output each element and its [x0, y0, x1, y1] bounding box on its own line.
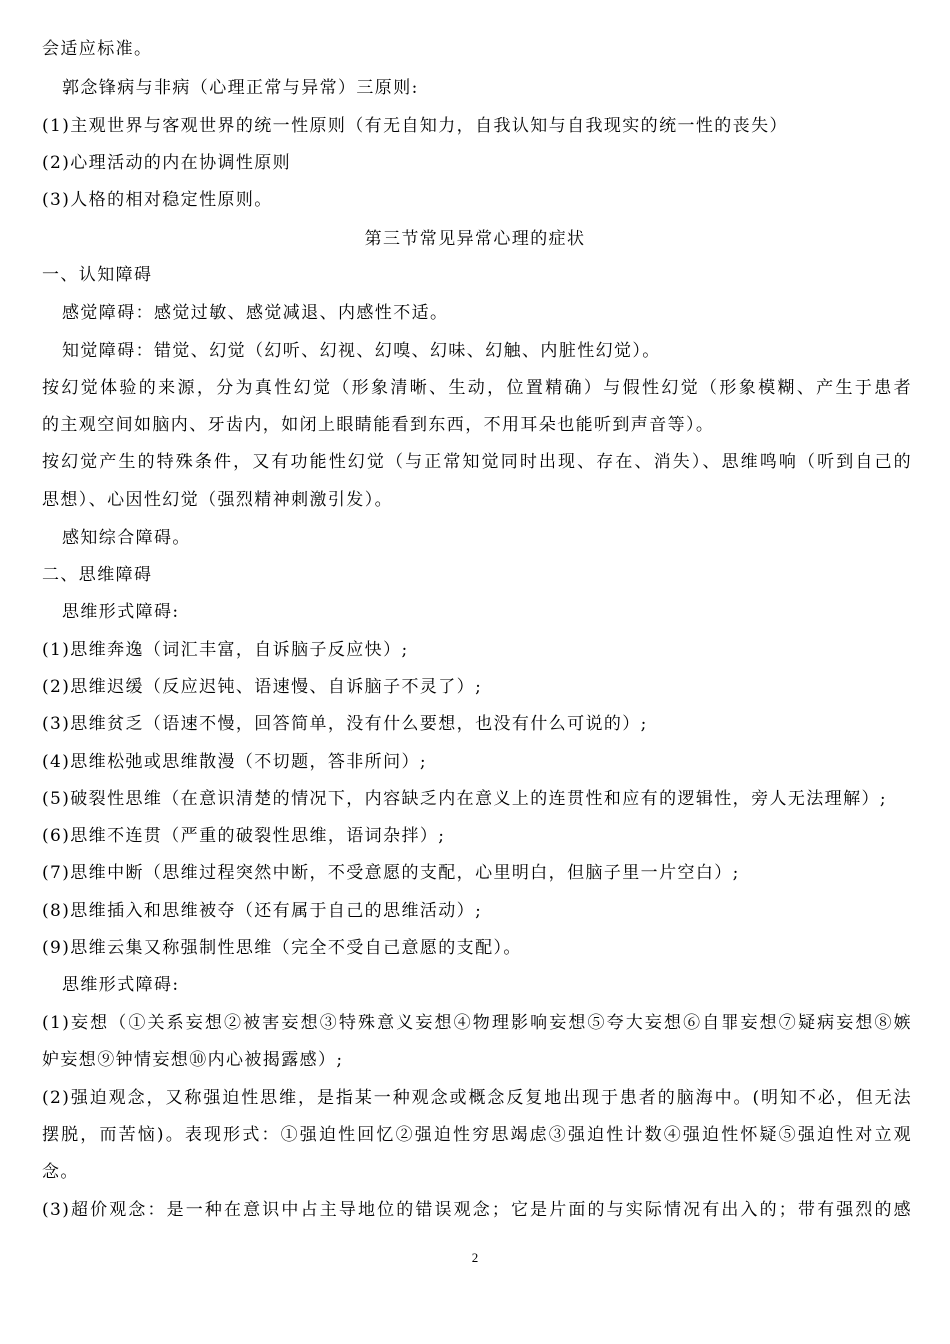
- text-line: 知觉障碍：错觉、幻觉（幻听、幻视、幻嗅、幻味、幻触、内脏性幻觉）。: [62, 341, 661, 361]
- text-line: 按幻觉体验的来源，分为真性幻觉（形象清晰、生动，位置精确）与假性幻觉（形象模糊、产生于患者: [42, 378, 912, 398]
- heading-thinking: 二、思维障碍: [42, 565, 153, 585]
- list-item: (1)思维奔逸（词汇丰富，自诉脑子反应快）;: [42, 640, 409, 660]
- text-line: 思想）、心因性幻觉（强烈精神刺激引发）。: [42, 490, 393, 510]
- text-line: 感知综合障碍。: [62, 528, 191, 548]
- heading-cognition: 一、认知障碍: [42, 265, 153, 285]
- text-line: 的主观空间如脑内、牙齿内，如闭上眼睛能看到东西，不用耳朵也能听到声音等）。: [42, 415, 715, 435]
- text-line: 感觉障碍：感觉过敏、感觉减退、内感性不适。: [62, 303, 449, 323]
- list-item: (1)主观世界与客观世界的统一性原则（有无自知力，自我认知与自我现实的统一性的丧失）: [42, 116, 788, 136]
- text-line: 会适应标准。: [42, 39, 153, 59]
- text-line: 思维形式障碍:: [62, 975, 180, 995]
- list-item: (2)强迫观念，又称强迫性思维，是指某一种观念或概念反复地出现于患者的脑海中。(明知不必，但无法: [42, 1088, 912, 1108]
- list-item: (2)心理活动的内在协调性原则: [42, 153, 292, 173]
- text-line: 摆脱，而苦恼)。表现形式：①强迫性回忆②强迫性穷思竭虑③强迫性计数④强迫性怀疑⑤强迫性对立观: [42, 1125, 912, 1145]
- list-item: (9)思维云集又称强制性思维（完全不受自己意愿的支配）。: [42, 938, 522, 958]
- list-item: (8)思维插入和思维被夺（还有属于自己的思维活动）;: [42, 901, 483, 921]
- list-item: (5)破裂性思维（在意识清楚的情况下，内容缺乏内在意义上的连贯性和应有的逻辑性，旁人无法理解）;: [42, 789, 888, 809]
- list-item: (2)思维迟缓（反应迟钝、语速慢、自诉脑子不灵了）;: [42, 677, 483, 697]
- section-title: 第三节常见异常心理的症状: [364, 229, 586, 249]
- list-item: (3)人格的相对稳定性原则。: [42, 190, 273, 210]
- list-item: (1)妄想（①关系妄想②被害妄想③特殊意义妄想④物理影响妄想⑤夸大妄想⑥自罪妄想⑦疑病妄想⑧嫉: [42, 1013, 912, 1033]
- text-line: 念。: [42, 1162, 79, 1182]
- list-item: (3)超价观念：是一种在意识中占主导地位的错误观念；它是片面的与实际情况有出入的；带有强烈的感: [42, 1200, 912, 1220]
- list-item: (6)思维不连贯（严重的破裂性思维，语词杂拌）;: [42, 826, 446, 846]
- list-item: 妒妄想⑨钟情妄想⑩内心被揭露感）;: [42, 1050, 344, 1070]
- text-line: 思维形式障碍:: [62, 602, 180, 622]
- text-line: 按幻觉产生的特殊条件，又有功能性幻觉（与正常知觉同时出现、存在、消失）、思维鸣响（听到自己的: [42, 452, 912, 472]
- principles-heading: 郭念锋病与非病（心理正常与异常）三原则:: [62, 78, 419, 98]
- page-number: 2: [471, 1250, 479, 1265]
- list-item: (4)思维松弛或思维散漫（不切题，答非所问）;: [42, 752, 428, 772]
- list-item: (3)思维贫乏（语速不慢，回答简单，没有什么要想，也没有什么可说的）;: [42, 714, 648, 734]
- list-item: (7)思维中断（思维过程突然中断，不受意愿的支配，心里明白，但脑子里一片空白）;: [42, 863, 740, 883]
